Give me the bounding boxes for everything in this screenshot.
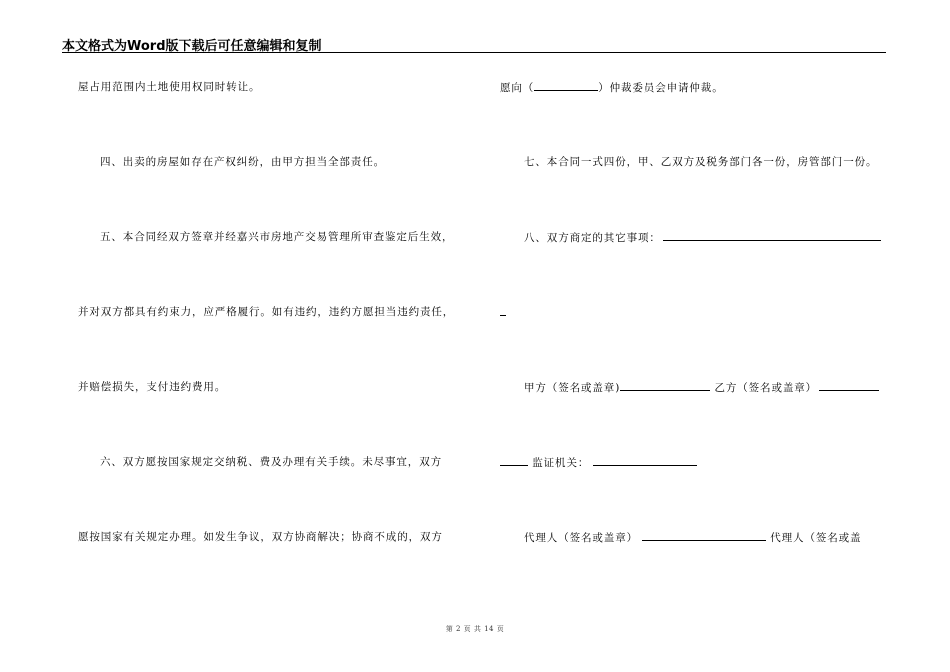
party-b-blank: [819, 380, 879, 391]
page-footer: 第 2 页 共 14 页: [445, 625, 505, 633]
page-header: [62, 34, 886, 53]
left-line-3: 五、本合同经双方签章并经嘉兴市房地产交易管理所审查鉴定后生效，: [100, 231, 454, 243]
agent-label: 代理人（签名或盖章）: [524, 532, 638, 544]
continuation-blank: [500, 305, 506, 316]
agent-blank: [642, 530, 766, 541]
left-line-7: 愿按国家有关规定办理。如发生争议，双方协商解决；协商不成的，双方: [78, 531, 443, 543]
left-line-4: 并对双方都具有约束力，应严格履行。如有违约，违约方愿担当违约责任，: [78, 306, 455, 318]
party-b-label: 乙方（签名或盖章）: [714, 382, 818, 394]
witness-label: 监证机关：: [532, 457, 590, 469]
clause-eight-continuation: [500, 305, 506, 320]
arbitration-suffix: ）仲裁委员会申请仲裁。: [598, 82, 724, 94]
agent-label-2: 代理人（签名或盖: [770, 532, 862, 544]
clause-eight-line: [524, 230, 881, 245]
clause-seven: 七、本合同一式四份，甲、乙双方及税务部门各一份，房管部门一份。: [524, 156, 878, 168]
witness-lead-blank: [500, 455, 528, 466]
left-line-6: 六、双方愿按国家规定交纳税、费及办理有关手续。未尽事宜，双方: [100, 456, 442, 468]
witness-blank: [593, 455, 697, 466]
header-title: 本文格式为Word版下载后可任意编辑和复制: [62, 39, 322, 54]
clause-eight-label: 八、双方商定的其它事项：: [524, 232, 661, 244]
clause-eight-blank: [663, 230, 881, 241]
left-line-2: 四、出卖的房屋如存在产权纠纷，由甲方担当全部责任。: [100, 156, 385, 168]
signature-line: [524, 380, 879, 395]
witness-line: [500, 455, 697, 470]
left-line-1: 屋占用范围内土地使用权同时转让。: [78, 81, 261, 93]
party-a-blank: [620, 380, 710, 391]
arbitration-line: [500, 80, 724, 95]
party-a-label: 甲方（签名或盖章): [524, 382, 621, 394]
left-line-5: 并赔偿损失，支付违约费用。: [78, 381, 227, 393]
arbitration-blank: [534, 80, 598, 91]
arbitration-prefix: 愿向（: [500, 82, 535, 94]
agent-line: [524, 530, 861, 545]
